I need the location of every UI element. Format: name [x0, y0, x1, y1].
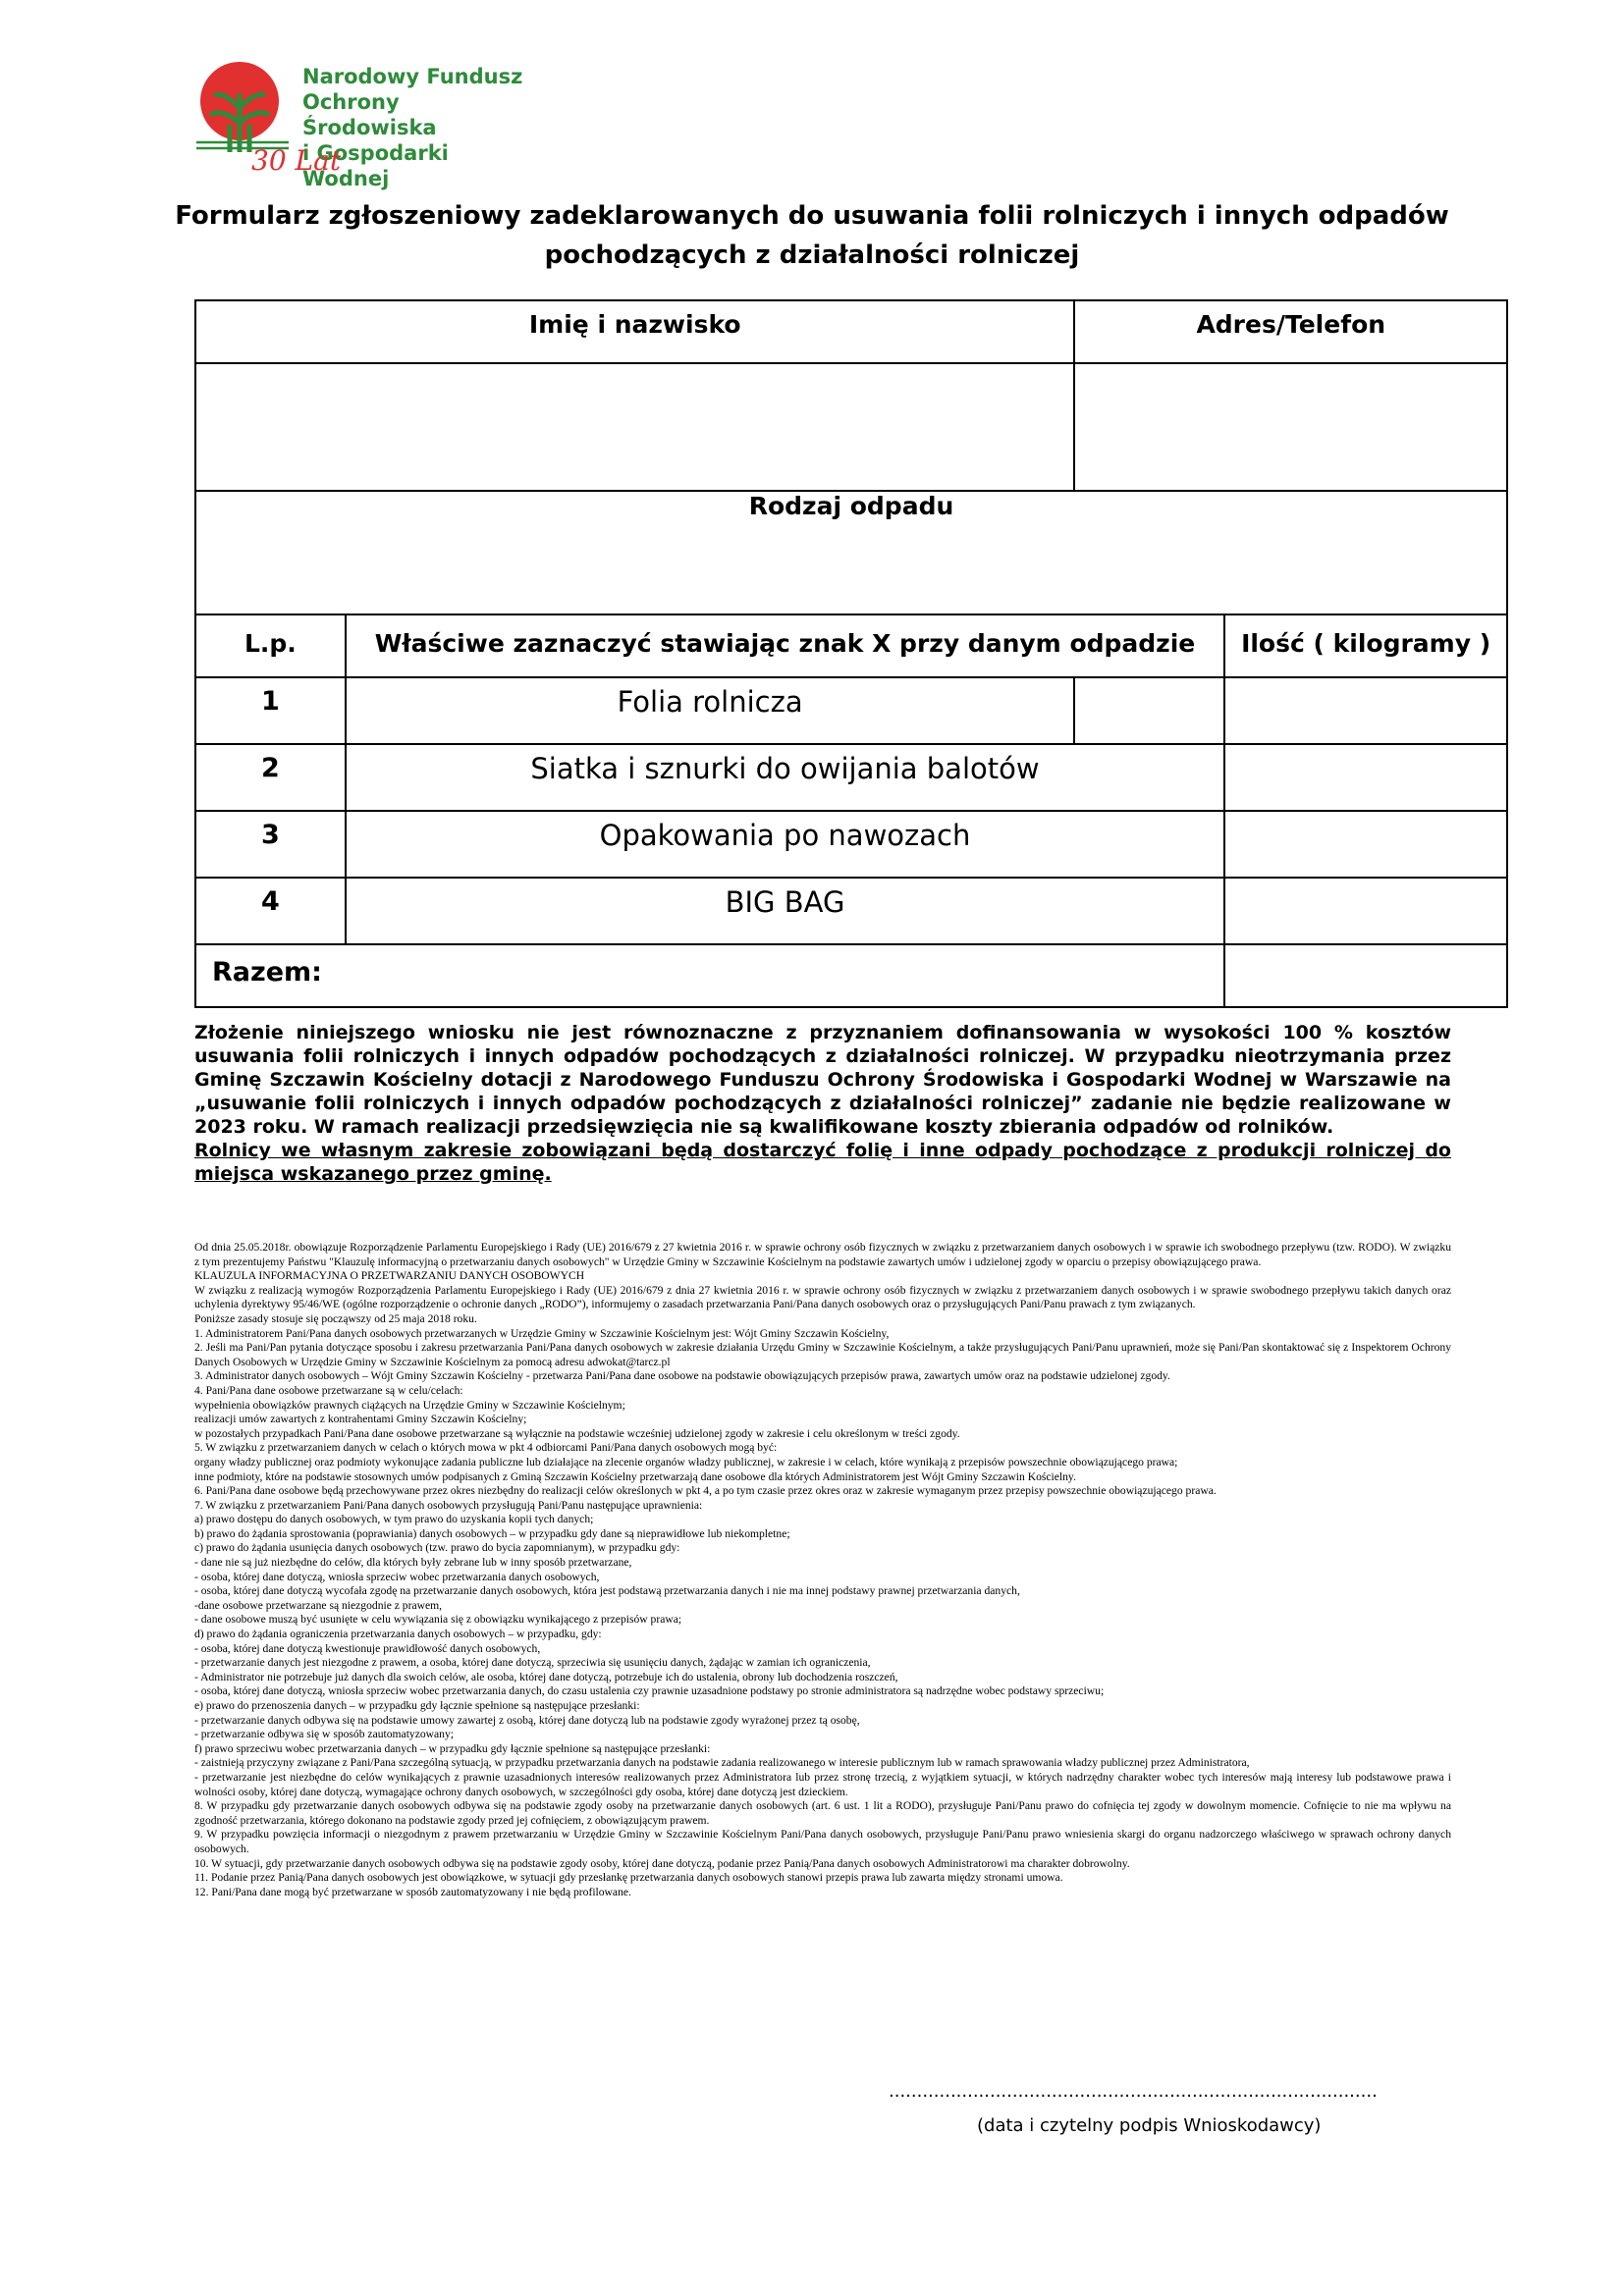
legal-paragraph: - przetwarzanie odbywa się w sposób zautomatyzowany;	[194, 1728, 454, 1741]
legal-paragraph: f) prawo sprzeciwu wobec przetwarzania danych – w przypadku gdy łącznie spełnione są następujące przesłanki:	[194, 1741, 711, 1755]
legal-paragraph: -dane osobowe przetwarzane są niezgodnie z prawem,	[194, 1598, 443, 1612]
title-line-1: Formularz zgłoszeniowy zadeklarowanych do usuwania folii rolniczych i innych odpadów	[175, 201, 1449, 231]
legal-paragraph: wypełnienia obowiązków prawnych ciążących na Urzędzie Gminy w Szczawinie Kościelnym;	[194, 1398, 625, 1412]
logo-line-3: i Gospodarki Wodnej	[302, 141, 449, 190]
legal-paragraph: 5. W związku z przetwarzaniem danych w celach o których mowa w pkt 4 odbiorcami Pani/Pana danych osobowych mogą być:	[194, 1441, 778, 1455]
form-title	[157, 196, 1467, 275]
legal-paragraph: 9. W przypadku powzięcia informacji o niezgodnym z prawem przetwarzaniu w Urzędzie Gminy w Szczawinie Kościelnym Pani/Pana danych osobowych, przysługuje Pani/Panu prawo wniesienia skargi do organu nadzorczego właściwego w sprawach ochrony danych osobowych.	[194, 1828, 1451, 1855]
legal-paragraph: - przetwarzanie jest niezbędne do celów wynikających z prawnie uzasadnionych interesów realizowanych przez Administratora lub przez stronę trzecią, z wyjątkiem sytuacji, w których nadrzędny charakter wobec tych interesów mają interesy lub podstawowe prawa i wolności osoby, której dane dotyczą, wymagające ochrony danych osobowych, w szczególności gdy osoba, której dane dotyczą jest dzieckiem.	[194, 1770, 1451, 1798]
row-lp: 1	[195, 677, 346, 744]
total-quantity-cell[interactable]	[1224, 944, 1507, 1007]
legal-paragraph: - osoba, której dane dotyczą wycofała zgodę na przetwarzanie danych osobowych, która jest podstawą przetwarzania danych i nie ma innej podstawy prawnej przetwarzania danych,	[194, 1584, 1020, 1598]
legal-paragraph: e) prawo do przenoszenia danych – w przypadku gdy łącznie spełnione są następujące przesłanki:	[194, 1699, 640, 1712]
column-quantity: Ilość ( kilogramy )	[1224, 614, 1507, 677]
row-quantity-cell[interactable]	[1224, 744, 1507, 811]
row-lp: 3	[195, 811, 346, 878]
waste-row	[195, 677, 1507, 744]
legal-paragraph: a) prawo dostępu do danych osobowych, w tym prawo do uzyskania kopii tych danych;	[194, 1513, 594, 1526]
nfosigw-logo	[192, 54, 526, 190]
row-quantity-cell[interactable]	[1224, 878, 1507, 944]
legal-paragraph: Od dnia 25.05.2018r. obowiązuje Rozporządzenie Parlamentu Europejskiego i Rady (UE) 2016/679 z 27 kwietnia 2016 r. w sprawie ochrony osób fizycznych w związku z przetwarzaniem danych osobowych i w sprawie ich swobodnego przepływu (tzw. RODO). W związku z tym prezentujemy Państwu "Klauzulę informacyjną o przetwarzaniu danych osobowych" w Urzędzie Gminy w Szczawinie Kościelnym na podstawie zawartych umów i udzielonej zgody w oparciu o przepisy obowiązującego prawa.	[194, 1241, 1451, 1268]
logo-30-years: 30 Lat	[251, 144, 342, 177]
legal-paragraph: organy władzy publicznej oraz podmioty wykonujące zadania publiczne lub działające na zlecenie organów władzy publicznej, w zakresie i w celach, które wynikają z przepisów powszechnie obowiązującego prawa;	[194, 1455, 1178, 1468]
legal-paragraph: 2. Jeśli ma Pani/Pan pytania dotyczące sposobu i zakresu przetwarzania Pani/Pana danych osobowych w zakresie działania Urzędu Gminy w Szczawinie Kościelnym, a także przysługujących Pani/Panu uprawnień, może się Pani/Pan skontaktować się z Inspektorem Ochrony Danych Osobowych w Urzędzie Gminy w Szczawinie Kościelnym za pomocą adresu adwokat@tarcz.pl	[194, 1341, 1451, 1368]
row-quantity-cell[interactable]	[1224, 811, 1507, 878]
row-waste-name: Opakowania po nawozach	[346, 811, 1224, 878]
name-header: Imię i nazwisko	[195, 300, 1074, 363]
legal-paragraph: w pozostałych przypadkach Pani/Pana dane osobowe przetwarzane są wyłącznie na podstawie wcześniej udzielonej zgody w zakresie i celu określonym w treści zgody.	[194, 1426, 960, 1440]
legal-paragraph: 1. Administratorem Pani/Pana danych osobowych przetwarzanych w Urzędzie Gminy w Szczawinie Kościelnym jest: Wójt Gminy Szczawin Kościelny,	[194, 1326, 890, 1340]
legal-paragraph: 7. W związku z przetwarzaniem Pani/Pana danych osobowych przysługują Pani/Panu następujące uprawnienia:	[194, 1498, 703, 1512]
legal-paragraph: - osoba, której dane dotyczą, wniosła sprzeciw wobec przetwarzania danych osobowych,	[194, 1570, 600, 1583]
notice-underlined: Rolnicy we własnym zakresie zobowiązani będą dostarczyć folię i inne odpady pochodzące z produkcji rolniczej do miejsca wskazanego przez gminę.	[194, 1140, 1451, 1185]
legal-paragraph: - przetwarzanie danych jest niezgodne z prawem, a osoba, której dane dotyczą, sprzeciwia się usunięciu danych, żądając w zamian ich ograniczenia,	[194, 1656, 871, 1670]
legal-paragraph: - osoba, której dane dotyczą kwestionuje prawidłowość danych osobowych,	[194, 1641, 541, 1655]
title-line-2: pochodzących z działalności rolniczej	[544, 240, 1080, 270]
legal-paragraph: - przetwarzanie danych odbywa się na podstawie umowy zawartej z osobą, której dane dotyczą lub na podstawie zgody wyrażonej przez tą osobę,	[194, 1713, 860, 1727]
column-description: Właściwe zaznaczyć stawiając znak X przy danym odpadzie	[346, 614, 1224, 677]
row-lp: 2	[195, 744, 346, 811]
signature-line: .......................................................................................	[889, 2081, 1378, 2102]
legal-paragraph: - osoba, której dane dotyczą, wniosła sprzeciw wobec przetwarzania danych, do czasu ustalenia czy prawnie uzasadnione podstawy po stronie administratora są nadrzędne wobec podstawy sprzeciwu;	[194, 1684, 1105, 1698]
legal-paragraph: - dane nie są już niezbędne do celów, dla których były zebrane lub w inny sposób przetwarzane,	[194, 1556, 632, 1570]
legal-paragraph: 4. Pani/Pana dane osobowe przetwarzane są w celu/celach:	[194, 1383, 463, 1397]
legal-paragraph: 3. Administrator danych osobowych – Wójt Gminy Szczawin Kościelny - przetwarza Pani/Pana dane osobowe na podstawie obowiązujących przepisów prawa, zawartych umów oraz na podstawie udzielonej zgody.	[194, 1369, 1170, 1383]
waste-type-heading: Rodzaj odpadu	[195, 491, 1507, 614]
column-lp: L.p.	[195, 614, 346, 677]
legal-paragraph: inne podmioty, które na podstawie stosownych umów podpisanych z Gminą Szczawin Kościelny przetwarzają dane osobowe dla których Administratorem jest Wójt Gminy Szczawin Kościelny.	[194, 1469, 1076, 1483]
legal-paragraph: - Administrator nie potrzebuje już danych dla swoich celów, ale osoba, której dane dotyczą, potrzebuje ich do ustalenia, obrony lub dochodzenia roszczeń,	[194, 1670, 898, 1683]
address-header: Adres/Telefon	[1074, 300, 1507, 363]
name-field[interactable]	[195, 363, 1074, 491]
legal-paragraph: realizacji umów zawartych z kontrahentami Gminy Szczawin Kościelny;	[194, 1413, 527, 1426]
legal-paragraph: W związku z realizacją wymogów Rozporządzenia Parlamentu Europejskiego i Rady (UE) 2016/679 z dnia 27 kwietnia 2016 r. w sprawie ochrony osób fizycznych w związku z przetwarzaniem danych osobowych i w sprawie swobodnego przepływu takich danych oraz uchylenia dyrektywy 95/46/WE (ogólne rozporządzenie o ochronie danych „RODO”), informujemy o zasadach przetwarzania Pani/Pana danych osobowych oraz o przysługujących Pani/Panu prawach z tym związanych.	[194, 1283, 1451, 1311]
row-waste-name: Folia rolnicza	[346, 677, 1075, 744]
legal-paragraph: 6. Pani/Pana dane osobowe będą przechowywane przez okres niezbędny do realizacji celów określonych w pkt 4, a po tym czasie przez okres oraz w zakresie wymaganym przez przepisy powszechnie obowiązującego prawa.	[194, 1484, 1217, 1498]
legal-paragraph: KLAUZULA INFORMACYJNA O PRZETWARZANIU DANYCH OSOBOWYCH	[194, 1269, 585, 1283]
logo-line-2: Ochrony Środowiska	[302, 90, 437, 139]
waste-form-table	[194, 299, 1508, 1008]
row-waste-name: BIG BAG	[346, 878, 1224, 944]
total-label: Razem:	[195, 944, 1224, 1007]
signature-caption: (data i czytelny podpis Wnioskodawcy)	[977, 2115, 1322, 2136]
legal-paragraph: Poniższe zasady stosuje się począwszy od 25 maja 2018 roku.	[194, 1311, 477, 1325]
waste-row	[195, 878, 1507, 944]
logo-line-1: Narodowy Fundusz	[302, 65, 523, 88]
address-field[interactable]	[1074, 363, 1507, 491]
waste-row	[195, 744, 1507, 811]
legal-paragraph: - dane osobowe muszą być usunięte w celu wywiązania się z obowiązku wynikającego z przepisów prawa;	[194, 1613, 682, 1627]
legal-paragraph: c) prawo do żądania usunięcia danych osobowych (tzw. prawo do bycia zapomnianym), w przypadku gdy:	[194, 1541, 680, 1555]
gdpr-clause	[194, 1241, 1451, 1899]
legal-paragraph: - zaistnieją przyczyny związane z Pani/Pana szczególną sytuacją, w przypadku przetwarzania danych na podstawie zadania realizowanego w interesie publicznym lub w ramach sprawowania władzy publicznej przez Administratora,	[194, 1756, 1250, 1770]
legal-paragraph: 11. Podanie przez Panią/Pana danych osobowych jest obowiązkowe, w sytuacji gdy przesłankę przetwarzania danych osobowych stanowi przepis prawa lub zawarta między stronami umowa.	[194, 1871, 1063, 1885]
row-waste-name: Siatka i sznurki do owijania balotów	[346, 744, 1224, 811]
row-lp: 4	[195, 878, 346, 944]
row-mark-cell[interactable]	[1074, 677, 1224, 744]
row-quantity-cell[interactable]	[1224, 677, 1507, 744]
funding-notice	[194, 1021, 1451, 1186]
waste-row	[195, 811, 1507, 878]
legal-paragraph: 10. W sytuacji, gdy przetwarzanie danych osobowych odbywa się na podstawie zgody osoby, której dane dotyczą, podanie przez Panią/Pana danych osobowych Administratorowi ma charakter dobrowolny.	[194, 1856, 1130, 1870]
legal-paragraph: b) prawo do żądania sprostowania (poprawiania) danych osobowych – w przypadku gdy dane są nieprawidłowe lub niekompletne;	[194, 1526, 790, 1540]
legal-paragraph: d) prawo do żądania ograniczenia przetwarzania danych osobowych – w przypadku, gdy:	[194, 1628, 602, 1641]
legal-paragraph: 8. W przypadku gdy przetwarzanie danych osobowych odbywa się na podstawie zgody osoby na przetwarzanie danych osobowych (art. 6 ust. 1 lit a RODO), przysługuje Pani/Panu prawo do cofnięcia tej zgody w dowolnym momencie. Cofnięcie to nie ma wpływu na zgodność przetwarzania, którego dokonano na podstawie zgody przed jej cofnięciem, z obowiązującym prawem.	[194, 1799, 1451, 1827]
legal-paragraph: 12. Pani/Pana dane mogą być przetwarzane w sposób zautomatyzowany i nie będą profilowane.	[194, 1885, 631, 1898]
notice-text: Złożenie niniejszego wniosku nie jest równoznaczne z przyznaniem dofinansowania w wysokości 100 % kosztów usuwania folii rolniczych i innych odpadów pochodzących z działalności rolniczej. W przypadku nieotrzymania przez Gminę Szczawin Kościelny dotacji z Narodowego Funduszu Ochrony Środowiska i Gospodarki Wodnej w Warszawie na „usuwanie folii rolniczych i innych odpadów pochodzących z działalności rolniczej” zadanie nie będzie realizowane w 2023 roku. W ramach realizacji przedsięwzięcia nie są kwalifikowane koszty zbierania odpadów od rolników.	[194, 1022, 1451, 1138]
